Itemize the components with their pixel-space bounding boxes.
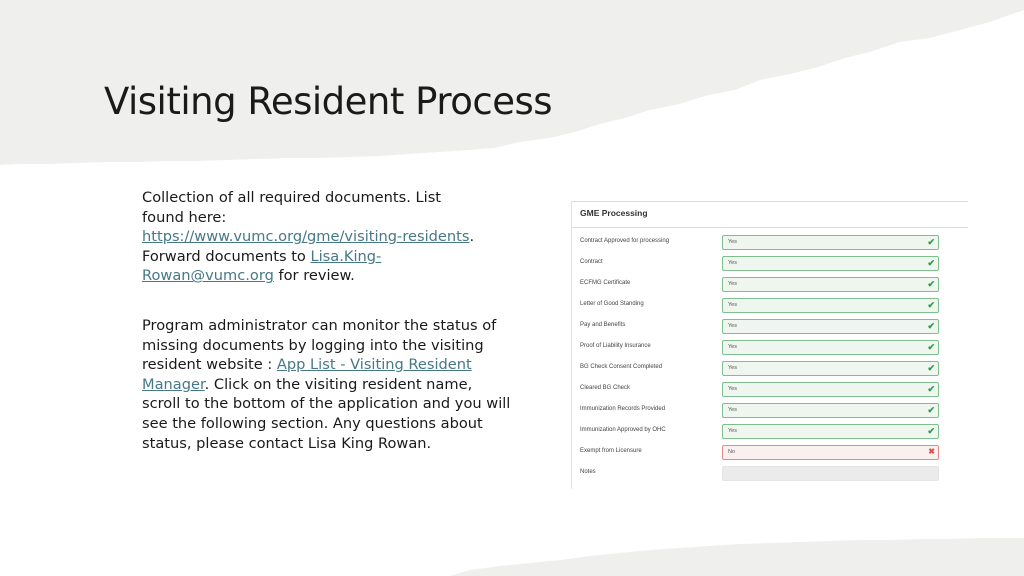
paragraph-monitor: [142, 316, 512, 453]
x-icon: ✖: [928, 447, 935, 456]
visiting-residents-link[interactable]: https://www.vumc.org/gme/visiting-residents: [142, 228, 470, 246]
gme-row-value: Yes: [728, 323, 737, 329]
gme-row-label: Contract Approved for processing: [580, 238, 670, 244]
gme-status-field[interactable]: [722, 256, 939, 271]
gme-row: [572, 382, 968, 397]
gme-processing-panel: [571, 201, 968, 489]
gme-status-field[interactable]: [722, 235, 939, 250]
check-icon: ✔: [927, 279, 935, 289]
gme-row: [572, 424, 968, 439]
gme-row-value: Yes: [728, 281, 737, 287]
gme-row: [572, 403, 968, 418]
email-link-part1: Lisa.King-: [310, 247, 382, 265]
gme-status-field[interactable]: [722, 319, 939, 334]
gme-row-label: Notes: [580, 469, 596, 475]
gme-row-value: Yes: [728, 344, 737, 350]
gme-row-label: ECFMG Certificate: [580, 280, 631, 286]
app-list-link[interactable]: App List - Visiting Resident Manager: [142, 356, 472, 393]
gme-row-label: Contract: [580, 259, 603, 265]
gme-row: [572, 235, 968, 250]
gme-panel-header: GME Processing: [572, 202, 968, 228]
check-icon: ✔: [927, 384, 935, 394]
gme-status-field[interactable]: [722, 382, 939, 397]
gme-row: [572, 466, 968, 481]
p2-text2: . Click on the visiting resident name, scroll to the bottom of the application and you will see the following section. Any questions about status, please contact Lisa King Rowan.: [142, 375, 511, 452]
gme-row: [572, 361, 968, 376]
gme-row-value: Yes: [728, 239, 737, 245]
gme-status-field[interactable]: [722, 277, 939, 292]
p2-text1: Program administrator can monitor the status of missing documents by logging into the visiting resident website :: [142, 316, 497, 374]
gme-status-field[interactable]: [722, 424, 939, 439]
check-icon: ✔: [927, 405, 935, 415]
gme-row: [572, 340, 968, 355]
slide-body: [142, 188, 512, 483]
gme-row-label: BG Check Consent Completed: [580, 364, 663, 370]
gme-status-field[interactable]: [722, 298, 939, 313]
check-icon: ✔: [927, 363, 935, 373]
paragraph-documents: [142, 188, 512, 286]
gme-row: [572, 319, 968, 334]
gme-row-label: Immunization Records Provided: [580, 406, 666, 412]
p1-line2: found here:: [142, 208, 227, 226]
gme-row: [572, 298, 968, 313]
gme-status-field[interactable]: [722, 445, 939, 460]
gme-row-label: Exempt from Licensure: [580, 448, 642, 454]
check-icon: ✔: [927, 321, 935, 331]
gme-row-value: Yes: [728, 302, 737, 308]
gme-status-field[interactable]: [722, 340, 939, 355]
check-icon: ✔: [927, 258, 935, 268]
gme-row-value: Yes: [728, 386, 737, 392]
gme-row: [572, 256, 968, 271]
gme-row-value: Yes: [728, 407, 737, 413]
gme-row-value: No: [728, 449, 736, 455]
notes-field[interactable]: [722, 466, 939, 481]
gme-row-value: Yes: [728, 260, 737, 266]
gme-status-field[interactable]: [722, 361, 939, 376]
p1-forward-text: Forward documents to: [142, 247, 311, 265]
slide-title: Visiting Resident Process: [104, 80, 553, 123]
p1-review-text: for review.: [273, 267, 355, 285]
check-icon: ✔: [927, 237, 935, 247]
gme-row: [572, 445, 968, 460]
gme-row-label: Proof of Liability Insurance: [580, 343, 651, 349]
gme-row-value: Yes: [728, 365, 737, 371]
gme-row-value: Yes: [728, 428, 737, 434]
gme-status-field[interactable]: [722, 403, 939, 418]
check-icon: ✔: [927, 342, 935, 352]
bottom-banner-shape: [450, 538, 1024, 576]
gme-row-label: Immunization Approved by OHC: [580, 427, 666, 433]
check-icon: ✔: [927, 300, 935, 310]
email-link-part2: Rowan@vumc.org: [142, 267, 274, 285]
p1-period: .: [469, 228, 475, 246]
gme-row: [572, 277, 968, 292]
gme-row-label: Pay and Benefits: [580, 322, 626, 328]
gme-row-label: Letter of Good Standing: [580, 301, 644, 307]
p1-line1: Collection of all required documents. List: [142, 189, 442, 206]
gme-row-label: Cleared BG Check: [580, 385, 631, 391]
check-icon: ✔: [927, 426, 935, 436]
